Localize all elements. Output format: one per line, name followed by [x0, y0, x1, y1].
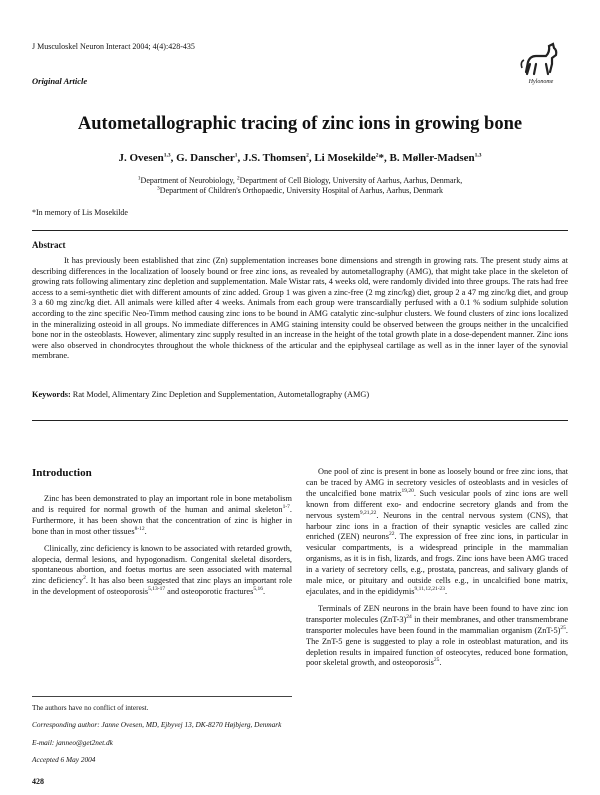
article-type: Original Article [32, 76, 88, 86]
paragraph-text: One pool of zinc is present in bone as loosely bound or free zinc ions, that can be traced by AMG in secretory vesicles of osteoblasts and in vesicles of the uncalcified bone matrix [306, 467, 568, 498]
paragraph-text: Terminals of ZEN neurons in the brain have been found to have zinc ion transporter molecules (ZnT-3) [306, 603, 568, 624]
paragraph-text: Zinc has been demonstrated to play an important role in bone metabolism and is required for normal growth of the human and animal skeleton [32, 494, 292, 514]
conflict-note: The authors have no conflict of interest. [32, 703, 149, 712]
paragraph-text: . Furthermore, it has been shown that the concentration of zinc is higher in bone than in most other tissues [32, 504, 292, 536]
intro-paragraph [306, 604, 568, 669]
divider-bottom [32, 420, 568, 421]
paragraph-text: in their membranes, and other transmembrane transporter molecules have been found in the mammalian organism (ZnT-5) [306, 614, 569, 635]
affiliation-text: Department of Neurobiology, [140, 176, 237, 185]
author-name: J.S. Thomsen [243, 152, 307, 164]
citation-reference: 2 [83, 575, 86, 582]
paragraph-text: Clinically, zinc deficiency is known to be associated with retarded growth, alopecia, dermal lesions, and hypogonadism. Congenital skeletal disorders, spontaneous abortion, and foetus mortus are seen associated with maternal zinc deficiency [32, 543, 292, 586]
paragraph-text: . The expression of free zinc ions, in particular in vesicular compartments, is a widespread principle in the mammalian organisms, as it is in fish, lizards, and frogs. Zinc ions have been AMG traced in a variety of secretory cells, e.g., prostata, pancreas, and salivary glands of male mice, or pituitary and outside cells e.g., in uncalcified bone matrix, ejaculates, and in the epididymis [306, 532, 568, 596]
keywords-text: Rat Model, Alimentary Zinc Depletion and Supplementation, Autometallography (AMG) [70, 390, 370, 399]
paragraph-text: . The ZnT-5 gene is suggested to play a role in osteoblast maturation, and its depletion results in impaired function of osteocytes, reduced bone formation, poor skeletal growth, and osteoporosis [306, 625, 568, 668]
journal-citation: J Musculoskel Neuron Interact 2004; 4(4):428-435 [32, 42, 195, 51]
affiliation-mark: 1 [137, 175, 141, 182]
affiliation-mark: 2 [236, 175, 240, 182]
affiliations [32, 176, 568, 196]
affiliation-line-1 [32, 176, 568, 186]
citation-reference: 9,21,22 [359, 509, 377, 516]
paragraph-text: . [439, 658, 442, 668]
intro-left-column [32, 494, 292, 604]
abstract-heading: Abstract [32, 240, 66, 250]
memorial-note: *In memory of Lis Mosekilde [32, 208, 128, 217]
author-separator: *, [378, 152, 390, 164]
author-affiliation-mark: 1,3 [163, 152, 171, 159]
author-name: J. Ovesen [118, 152, 164, 164]
email: E-mail: janneo@get2net.dk [32, 738, 113, 747]
corresponding-author: Corresponding author: Janne Ovesen, MD, Ejbyvej 13, DK-8270 Højbjerg, Denmark [32, 720, 282, 729]
author-name: G. Danscher [176, 152, 235, 164]
accepted-date: Accepted 6 May 2004 [32, 755, 96, 764]
logo-caption: Hylonome [528, 79, 554, 85]
author-affiliation-mark: 1,3 [474, 152, 482, 159]
paragraph-text: . It has also been suggested that zinc plays an important role in the development of osteoporosis [32, 576, 293, 597]
paragraph-text: . [445, 586, 448, 596]
affiliation-text: Department of Children's Orthopaedic, University Hospital of Aarhus, Aarhus, Denmark [159, 186, 443, 195]
paragraph-text: . Such vesicular pools of zinc ions are well known from different exo- and endocrine secretory glands and from the nervous system [306, 488, 569, 520]
author-list [32, 152, 568, 164]
citation-reference: 25 [560, 624, 566, 631]
author-name: B. Møller-Madsen [389, 152, 475, 164]
divider-top [32, 230, 568, 231]
page-number: 428 [32, 777, 44, 786]
author-name: Li Mosekilde [314, 152, 376, 164]
author-affiliation-mark: 1 [234, 152, 238, 159]
citation-reference: 8-12 [134, 525, 145, 532]
paragraph-text: . Neurons in the central nervous system (CNS), that harbour zinc ions in a fraction of their synaptic vesicles are called zinc enriched (ZEN) neurons [306, 510, 569, 542]
author-affiliation-mark: 2 [375, 152, 379, 159]
keywords-label: Keywords: [32, 390, 71, 399]
intro-right-column [306, 467, 568, 675]
abstract-text: It has previously been established that zinc (Zn) supplementation increases bone dimensions and strength in growing rats. The present study aims at describing differences in the localization of loosely bound or free zinc ions, as revealed by autometallography (AMG), that might take place in the skeleton of growing rats following alimentary zinc depletion and supplementation. Male Wistar rats, 4 weeks old, were randomly divided into three groups. The rats had free access to a semi-synthetic diet with different amounts of zinc added. Group 1 was given a zinc-free (2 mg zinc/kg) diet, group 2 a 47 mg zinc/kg diet, and group 3 a 60 mg zinc/kg diet. All animals were killed after 4 weeks. Animals from each group were transcardially perfused with a 0.1 % sodium sulphide solution according to the zinc specific Neo-Timm method causing zinc ions to be bound in AMG catalytic zinc-sulphur clusters. We found clusters of zinc ions localized in the mineralizing osteoid in all groups. No immediate differences in AMG staining intensity could be observed between the groups neither in the uncalcified bone nor in the osteoblasts. However, alimentary zinc supply resulted in an increase in the height of the total growth plate in a dose-dependent manner. Zinc ions were also observed in chondrocytes throughout the whole thickness of the articular and the epiphyseal cartilage as well as in the inner layer of the synovial membrane. [32, 256, 568, 361]
intro-paragraph [32, 544, 292, 599]
paragraph-text: . [262, 587, 266, 597]
introduction-heading: Introduction [32, 467, 92, 479]
citation-reference: 1-7 [282, 504, 290, 511]
footnote-divider [32, 696, 292, 697]
citation-reference: 9,11,12,21-23 [414, 586, 446, 593]
citation-reference: 25 [433, 657, 440, 664]
citation-reference: 22 [388, 531, 395, 538]
affiliation-mark: 3 [157, 185, 160, 192]
citation-reference: 5,13-17 [148, 586, 166, 593]
paragraph-text: . [144, 526, 147, 536]
author-separator: , [308, 152, 315, 164]
citation-reference: 5,16 [253, 586, 263, 593]
intro-paragraph [32, 494, 292, 538]
paragraph-text: and osteoporotic fractures [165, 587, 254, 597]
intro-paragraph [306, 467, 568, 598]
citation-reference: 19,20 [401, 488, 414, 495]
author-separator: , [170, 152, 177, 164]
keywords [32, 390, 568, 399]
affiliation-text: Department of Cell Biology, University of Aarhus, Aarhus, Denmark, [239, 176, 463, 185]
article-title: Autometallographic tracing of zinc ions in growing bone [77, 114, 523, 134]
author-affiliation-mark: 2 [306, 152, 309, 159]
author-separator: , [237, 152, 243, 164]
affiliation-line-2 [32, 186, 568, 196]
citation-reference: 24 [406, 614, 412, 621]
